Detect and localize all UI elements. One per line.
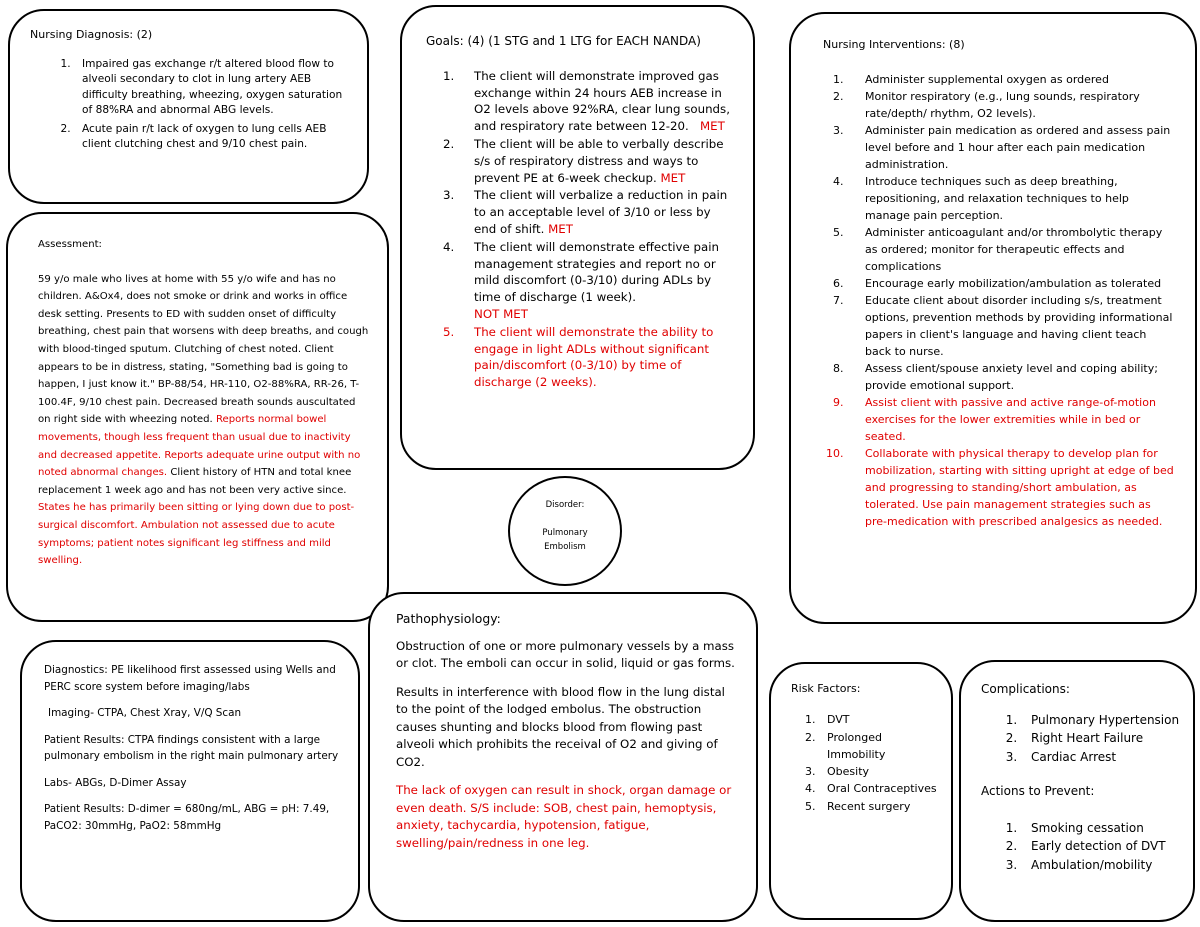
pathophysiology-paragraph: The lack of oxygen can result in shock, organ damage or even death. S/S include: SOB, chest pain, hemoptysis, anxiety, tachycardia, hypotension, fatigue, swelling/pain/redness in one leg. [396, 783, 732, 850]
assessment-text-part: 59 y/o male who lives at home with 55 y/o wife and has no children. A&Ox4, does not smoke or drink and works in office desk setting. Presents to ED with sudden onset of difficulty breathing, chest pain that worsens with deep breaths, and cough with blood-tinged sputum. Clutching of chest noted. Client appears to be in distress, stating, "Something bad is going to happen, I just know it." BP-88/54, HR-110, O2-88%RA, RR-26, T-100.4F, 9/10 chest pain. Decreased breath sounds auscultated on right side with wheezing noted. [38, 273, 369, 426]
complications-box [959, 660, 1195, 922]
list-item: 3. Administer pain medication as ordered and assess pain level before and 1 hour after each pain medication administration. [847, 122, 1175, 173]
goal-text: The client will verbalize a reduction in pain to an acceptable level of 3/10 or less by end of shift. [474, 188, 728, 236]
diagnostics-line: Diagnostics: PE likelihood first assessed using Wells and PERC score system before imaging/labs [44, 664, 336, 693]
list-item: 2. Early detection of DVT [1021, 837, 1181, 856]
goal-status: MET [699, 119, 725, 134]
list-item: 4. Introduce techniques such as deep breathing, repositioning, and relaxation techniques to help manage pain perception. [847, 173, 1175, 224]
list-item: 5. Recent surgery [819, 798, 939, 815]
pathophysiology-box [368, 592, 758, 922]
goals-box [400, 5, 755, 470]
list-item: 1. Pulmonary Hypertension [1021, 711, 1181, 730]
actions-to-prevent-title: Actions to Prevent: [981, 784, 1095, 798]
goal-text: The client will demonstrate effective pain management strategies and report no or mild discomfort (0-3/10) during ADLs by time of discharge (1 week). [474, 239, 719, 305]
risk-factors-list [791, 711, 939, 815]
risk-factors-title: Risk Factors: [791, 682, 861, 695]
goal-text: The client will demonstrate improved gas exchange within 24 hours AEB increase in O2 levels above 92%RA, clear lung sounds, and respiratory rate between 12-20. [474, 68, 730, 134]
pathophysiology-paragraph: Obstruction of one or more pulmonary vessels by a mass or clot. The emboli can occur in solid, liquid or gas forms. [396, 638, 735, 670]
actions-to-prevent-list [981, 819, 1181, 875]
assessment-text-part: Client history of HTN and total knee replacement 1 week ago and has not been very active since. [38, 467, 352, 496]
list-item: 9. Assist client with passive and active range-of-motion exercises for the lower extremities while in bed or seated. [847, 394, 1175, 445]
goal-text: The client will demonstrate the ability to engage in light ADLs without significant pain/discomfort (0-3/10) by time of discharge (2 weeks). [474, 324, 714, 390]
nursing-interventions-title: Nursing Interventions: (8) [823, 38, 965, 51]
diagnostics-line: Imaging- CTPA, Chest Xray, V/Q Scan [48, 707, 242, 719]
disorder-circle [508, 476, 622, 586]
diagnostics-line: Patient Results: D-dimer = 680ng/mL, ABG = pH: 7.49, PaCO2: 30mmHg, PaO2: 58mmHg [44, 803, 330, 832]
goal-item [458, 324, 733, 391]
assessment-text-highlight: States he has primarily been sitting or lying down due to post-surgical discomfort. Ambulation not assessed due to acute symptoms; patient notes significant leg stiffness and mild swelling. [38, 502, 355, 567]
list-item: 4. Oral Contraceptives [819, 780, 939, 797]
goal-item [458, 187, 733, 237]
complications-title: Complications: [981, 682, 1070, 696]
pathophysiology-paragraph: Results in interference with blood flow in the lung distal to the point of the lodged embolus. The obstruction causes shunting and blocks blood from flowing past alveoli which prohibits the receival of O2 and giving of CO2. [396, 684, 725, 769]
goal-item [458, 68, 733, 135]
disorder-name-line2: Embolism [544, 542, 586, 552]
disorder-label: Disorder: [545, 500, 585, 510]
goals-list [426, 68, 733, 391]
list-item: 3. Obesity [819, 763, 939, 780]
diagnostics-line: Patient Results: CTPA findings consistent with a large pulmonary embolism in the right main pulmonary artery [44, 733, 339, 762]
list-item: 8. Assess client/spouse anxiety level and coping ability; provide emotional support. [847, 360, 1175, 394]
risk-factors-box [769, 662, 953, 920]
assessment-title: Assessment: [38, 239, 102, 250]
list-item: 2. Right Heart Failure [1021, 729, 1181, 748]
list-item: 1. Administer supplemental oxygen as ordered [847, 71, 1175, 88]
list-item: 2. Acute pain r/t lack of oxygen to lung cells AEB client clutching chest and 9/10 chest pain. [74, 122, 349, 153]
list-item: 10. Collaborate with physical therapy to develop plan for mobilization, starting with sitting upright at edge of bed and progressing to standing/short ambulation, as tolerated. Use pain management strategies such as pre-medication with prescribed analgesics as needed. [847, 445, 1175, 530]
list-item: 3. Ambulation/mobility [1021, 856, 1181, 875]
goal-status: NOT MET [474, 306, 528, 321]
list-item: 2. Prolonged Immobility [819, 729, 939, 764]
goal-text: The client will be able to verbally describe s/s of respiratory distress and ways to prevent PE at 6-week checkup. [474, 136, 724, 185]
diagnostics-box [20, 640, 360, 922]
nursing-diagnosis-box [8, 9, 369, 204]
goals-title: Goals: (4) (1 STG and 1 LTG for EACH NANDA) [426, 34, 701, 48]
nursing-interventions-box [789, 12, 1197, 624]
diagnostics-line: Labs- ABGs, D-Dimer Assay [44, 776, 187, 789]
nursing-diagnosis-title: Nursing Diagnosis: (2) [30, 28, 153, 41]
list-item: 2. Monitor respiratory (e.g., lung sounds, respiratory rate/depth/ rhythm, O2 levels). [847, 88, 1175, 122]
list-item: 1. Smoking cessation [1021, 819, 1181, 838]
complications-list [981, 711, 1181, 767]
pathophysiology-title: Pathophysiology: [396, 611, 501, 626]
list-item: 7. Educate client about disorder including s/s, treatment options, prevention methods by providing informational papers in client's language and having client teach back to nurse. [847, 292, 1175, 360]
list-item: 3. Cardiac Arrest [1021, 748, 1181, 767]
goal-status: MET [548, 221, 573, 236]
list-item: 1. DVT [819, 711, 939, 728]
goal-item [458, 239, 733, 323]
assessment-text-highlight: Reports normal bowel movements, though less frequent than usual due to inactivity and decreased appetite. Reports adequate urine output with no noted abnormal changes. [38, 414, 361, 479]
nursing-diagnosis-list [30, 57, 349, 153]
list-item: 5. Administer anticoagulant and/or thrombolytic therapy as ordered; monitor for therapeutic effects and complications [847, 224, 1175, 275]
goal-status: MET [660, 170, 686, 185]
goal-item [458, 136, 733, 186]
list-item: 1. Impaired gas exchange r/t altered blood flow to alveoli secondary to clot in lung artery AEB difficulty breathing, wheezing, oxygen saturation of 88%RA and abnormal ABG levels. [74, 57, 349, 119]
list-item: 6. Encourage early mobilization/ambulation as tolerated [847, 275, 1175, 292]
assessment-text [38, 271, 371, 570]
disorder-name-line1: Pulmonary [542, 528, 588, 538]
assessment-box [6, 212, 389, 622]
interventions-list [823, 71, 1175, 530]
